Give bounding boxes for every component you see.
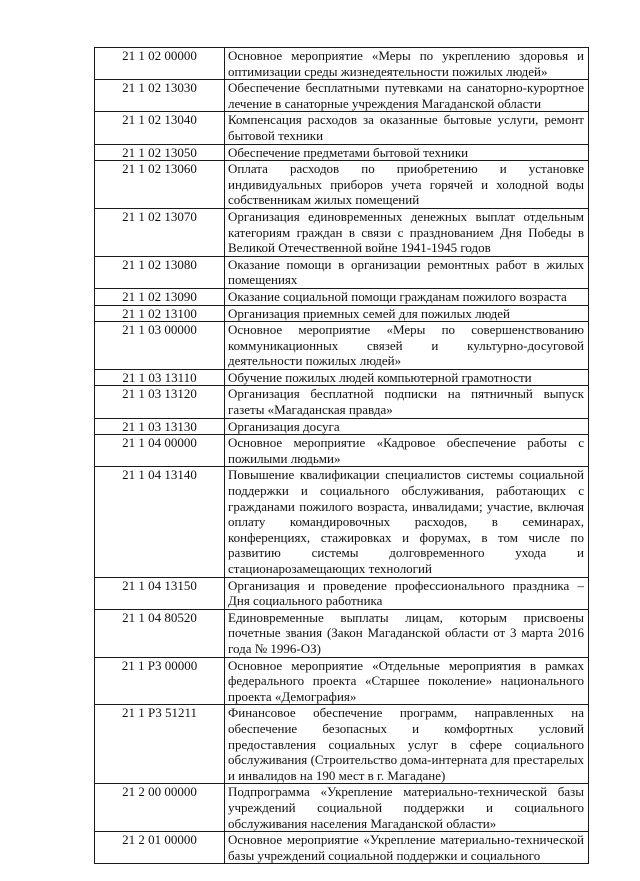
expense-description-cell: Основное мероприятие «Меры по укреплению здоровья и оптимизации среды жизнедеятельности пожилых людей»	[225, 48, 589, 80]
expense-description-cell: Основное мероприятие «Отдельные мероприятия в рамках федерального проекта «Старшее поколение» национального проекта «Демография»	[225, 657, 589, 705]
table-row	[95, 577, 589, 609]
classification-code-cell: 21 1 03 13130	[95, 418, 225, 435]
classification-code-cell: 21 1 02 00000	[95, 48, 225, 80]
table-row	[95, 784, 589, 832]
classification-code-cell: 21 1 02 13100	[95, 305, 225, 322]
expense-description-cell: Финансовое обеспечение программ, направленных на обеспечение безопасных и комфортных условий предоставления социальных услуг в сфере социального обслуживания (Строительство дома-интерната для престарелых и инвалидов на 190 мест в г. Магадане)	[225, 705, 589, 784]
table-row	[95, 418, 589, 435]
table-row	[95, 112, 589, 144]
expense-description-cell: Организация приемных семей для пожилых людей	[225, 305, 589, 322]
classification-code-cell: 21 2 00 00000	[95, 784, 225, 832]
expense-description-cell: Компенсация расходов за оказанные бытовые услуги, ремонт бытовой техники	[225, 112, 589, 144]
classification-code-cell: 21 1 02 13030	[95, 80, 225, 112]
expense-description-cell: Основное мероприятие «Укрепление материально-технической базы учреждений социальной поддержки и социального	[225, 832, 589, 864]
budget-code-table	[94, 47, 589, 864]
table-row	[95, 435, 589, 467]
expense-description-cell: Подпрограмма «Укрепление материально-технической базы учреждений социальной поддержки и социального обслуживания населения Магаданской области»	[225, 784, 589, 832]
classification-code-cell: 21 1 02 13040	[95, 112, 225, 144]
classification-code-cell: 21 2 01 00000	[95, 832, 225, 864]
expense-description-cell: Оказание помощи в организации ремонтных работ в жилых помещениях	[225, 256, 589, 288]
classification-code-cell: 21 1 02 13080	[95, 256, 225, 288]
expense-description-cell: Обучение пожилых людей компьютерной грамотности	[225, 369, 589, 386]
expense-description-cell: Организация единовременных денежных выплат отдельным категориям граждан в связи с празднованием Дня Победы в Великой Отечественной войне 1941-1945 годов	[225, 208, 589, 256]
classification-code-cell: 21 1 03 13110	[95, 369, 225, 386]
expense-description-cell: Оказание социальной помощи гражданам пожилого возраста	[225, 288, 589, 305]
classification-code-cell: 21 1 04 80520	[95, 609, 225, 657]
expense-description-cell: Основное мероприятие «Кадровое обеспечение работы с пожилыми людьми»	[225, 435, 589, 467]
table-row	[95, 208, 589, 256]
classification-code-cell: 21 1 02 13060	[95, 161, 225, 209]
table-row	[95, 48, 589, 80]
table-row	[95, 305, 589, 322]
classification-code-cell: 21 1 02 13070	[95, 208, 225, 256]
table-body	[95, 48, 589, 864]
classification-code-cell: 21 1 P3 00000	[95, 657, 225, 705]
classification-code-cell: 21 1 P3 51211	[95, 705, 225, 784]
table-row	[95, 161, 589, 209]
table-row	[95, 386, 589, 418]
expense-description-cell: Оплата расходов по приобретению и установке индивидуальных приборов учета горячей и холодной воды собственникам жилых помещений	[225, 161, 589, 209]
table-row	[95, 467, 589, 577]
expense-description-cell: Организация досуга	[225, 418, 589, 435]
expense-description-cell: Единовременные выплаты лицам, которым присвоены почетные звания (Закон Магаданской области от 3 марта 2016 года № 1996-ОЗ)	[225, 609, 589, 657]
expense-description-cell: Обеспечение предметами бытовой техники	[225, 144, 589, 161]
table-row	[95, 832, 589, 864]
classification-code-cell: 21 1 03 00000	[95, 322, 225, 370]
table-row	[95, 705, 589, 784]
classification-code-cell: 21 1 04 00000	[95, 435, 225, 467]
table-row	[95, 144, 589, 161]
expense-description-cell: Повышение квалификации специалистов системы социальной поддержки и социального обслуживания, работающих с гражданами пожилого возраста, инвалидами; участие, включая оплату командировочных расходов, в семинарах, конференциях, стажировках и форумах, в том числе по развитию системы долговременного ухода и стационарозамещающих технологий	[225, 467, 589, 577]
expense-description-cell: Организация и проведение профессионального праздника – Дня социального работника	[225, 577, 589, 609]
table-row	[95, 609, 589, 657]
classification-code-cell: 21 1 04 13140	[95, 467, 225, 577]
table-row	[95, 80, 589, 112]
expense-description-cell: Обеспечение бесплатными путевками на санаторно-курортное лечение в санаторные учреждения Магаданской области	[225, 80, 589, 112]
table-row	[95, 369, 589, 386]
classification-code-cell: 21 1 02 13090	[95, 288, 225, 305]
expense-description-cell: Основное мероприятие «Меры по совершенствованию коммуникационных связей и культурно-досуговой деятельности пожилых людей»	[225, 322, 589, 370]
table-row	[95, 322, 589, 370]
classification-code-cell: 21 1 02 13050	[95, 144, 225, 161]
expense-description-cell: Организация бесплатной подписки на пятничный выпуск газеты «Магаданская правда»	[225, 386, 589, 418]
table-row	[95, 288, 589, 305]
table-row	[95, 657, 589, 705]
table-row	[95, 256, 589, 288]
classification-code-cell: 21 1 04 13150	[95, 577, 225, 609]
classification-code-cell: 21 1 03 13120	[95, 386, 225, 418]
